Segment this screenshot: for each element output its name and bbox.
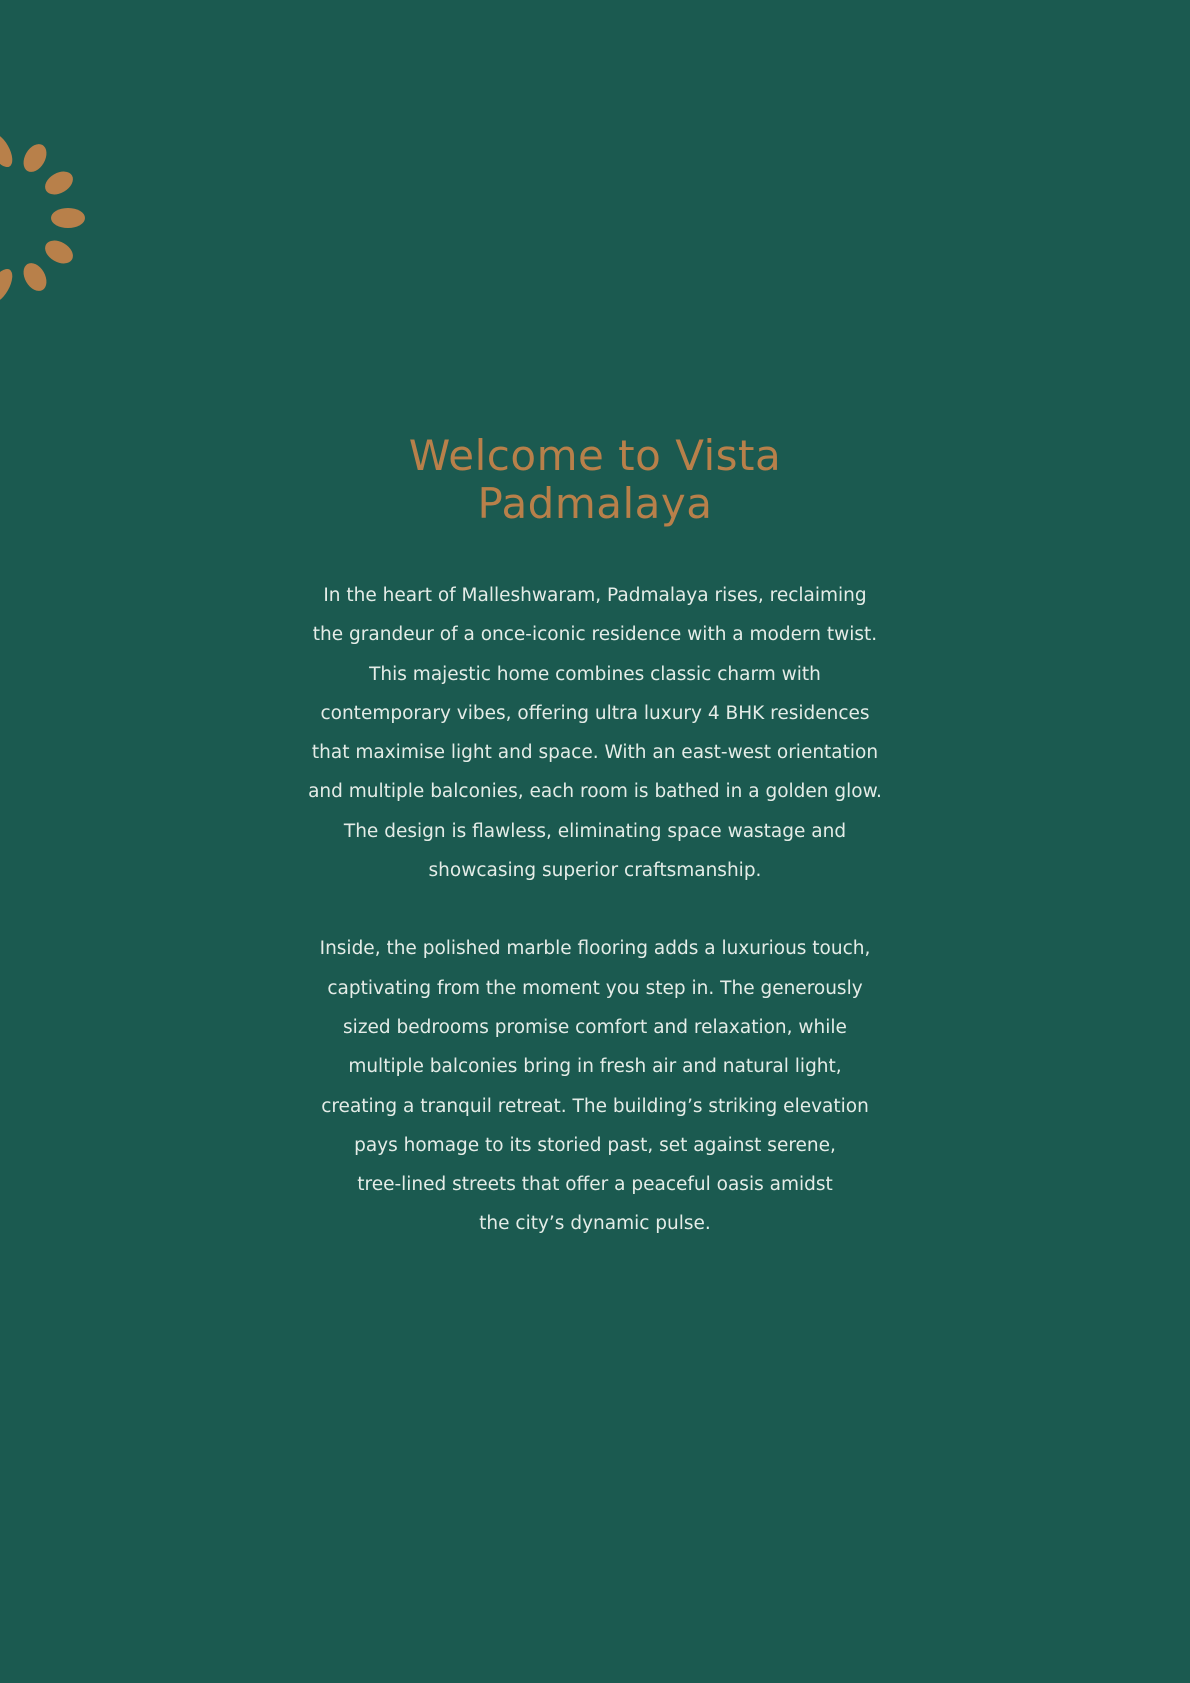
- paragraph-line: contemporary vibes, offering ultra luxury 4 BHK residences: [320, 702, 870, 724]
- title-line: Padmalaya: [477, 479, 713, 528]
- interior-paragraph: [255, 929, 935, 1243]
- paragraph-line: tree-lined streets that offer a peaceful oasis amidst: [357, 1174, 833, 1196]
- paragraph-line: The design is flawless, eliminating space wastage and: [343, 820, 847, 842]
- leaf-wreath-icon: [0, 110, 110, 310]
- paragraph-line: In the heart of Malleshwaram, Padmalaya rises, reclaiming: [323, 585, 867, 606]
- paragraph-line: showcasing superior craftsmanship.: [428, 860, 762, 882]
- paragraph-line: that maximise light and space. With an east-west orientation: [311, 742, 879, 764]
- paragraph-line: This majestic home combines classic charm with: [369, 663, 821, 685]
- intro-paragraph: [255, 576, 935, 890]
- paragraph-line: and multiple balconies, each room is bathed in a golden glow.: [308, 781, 882, 803]
- paragraph-line: sized bedrooms promise comfort and relaxation, while: [343, 1016, 847, 1038]
- title-line: Welcome to Vista: [408, 431, 782, 480]
- paragraph-line: pays homage to its storied past, set against serene,: [354, 1134, 836, 1156]
- intro-section: [255, 432, 935, 1244]
- paragraph-line: the city’s dynamic pulse.: [479, 1213, 711, 1235]
- paragraph-line: creating a tranquil retreat. The building’s striking elevation: [321, 1095, 869, 1117]
- paragraph-line: multiple balconies bring in fresh air and natural light,: [348, 1056, 842, 1078]
- page-title: [255, 432, 935, 528]
- paragraph-line: the grandeur of a once-iconic residence with a modern twist.: [312, 624, 878, 646]
- paragraph-line: captivating from the moment you step in. The generously: [327, 977, 863, 999]
- paragraph-line: Inside, the polished marble flooring adds a luxurious touch,: [319, 938, 871, 960]
